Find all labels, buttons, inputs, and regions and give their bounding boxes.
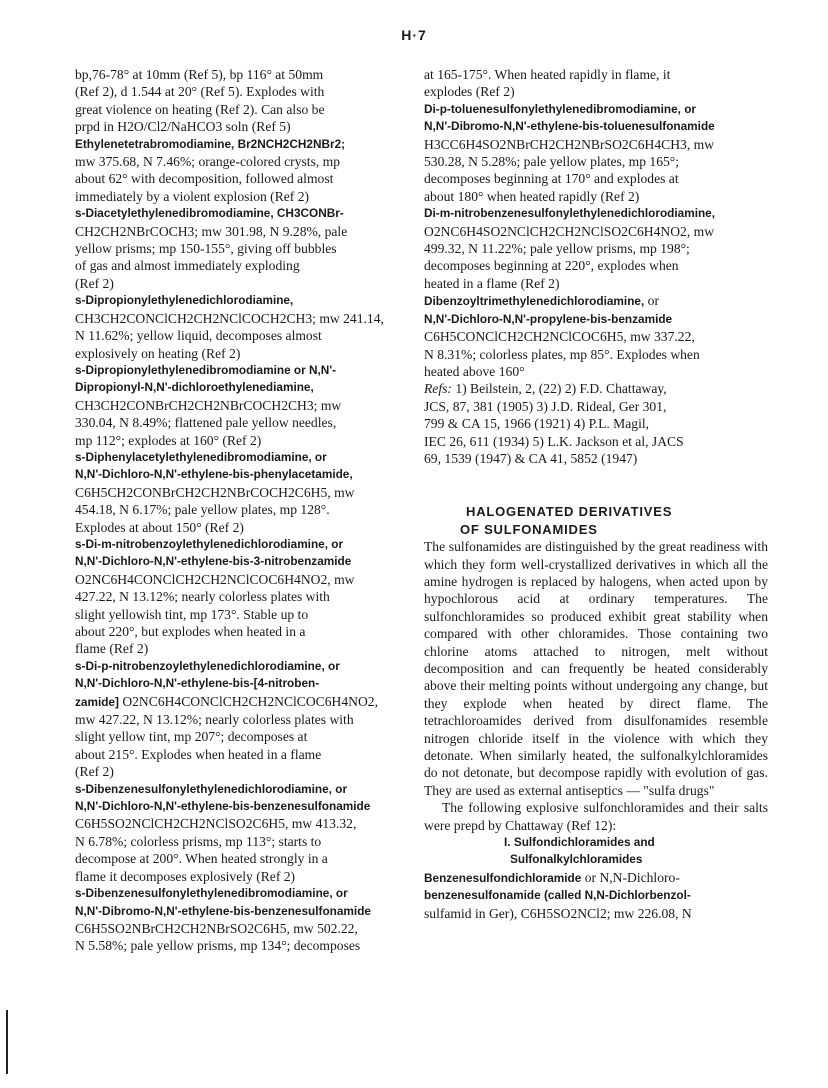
refs-label: Refs: xyxy=(424,381,452,397)
section-title: HALOGENATED DERIVATIVES xyxy=(466,504,673,520)
text-line: bp,76-78° at 10mm (Ref 5), bp 116° at 50mm xyxy=(75,67,324,82)
text-line: at 165-175°. When heated rapidly in flame, it xyxy=(424,67,671,82)
text-line: flame (Ref 2) xyxy=(75,641,149,657)
text-line: N 8.31%; colorless plates, mp 85°. Explodes when xyxy=(424,346,700,362)
text-line: about 215°. Explodes when heated in a flame xyxy=(75,746,322,762)
text-line: C6H5CONClCH2CH2NClCOC6H5, mw 337.22, xyxy=(424,329,695,345)
compound-heading: N,N'-Dichloro-N,N'-propylene-bis-benzamide xyxy=(424,311,673,326)
text-line: (Ref 2), d 1.544 at 20° (Ref 5). Explodes with xyxy=(75,84,325,100)
text-line: decomposes beginning at 170° and explodes at xyxy=(424,171,679,187)
text-line: CH3CH2CONClCH2CH2NClCOCH2CH3; mw 241.14, xyxy=(75,310,384,326)
compound-heading: s-Dipropionylethylenedichlorodiamine, xyxy=(75,293,294,308)
text-line: IEC 26, 611 (1934) 5) L.K. Jackson et al, JACS xyxy=(424,433,684,449)
compound-heading: N,N'-Dichloro-N,N'-ethylene-bis-[4-nitroben- xyxy=(75,676,320,691)
compound-heading: Dipropionyl-N,N'-dichloroethylenediamine, xyxy=(75,380,314,395)
text-line: CH2CH2NBrCOCH3; mw 301.98, N 9.28%, pale xyxy=(75,223,348,239)
text-line: about 62° with decomposition, followed almost xyxy=(75,171,334,187)
text-line: (Ref 2) xyxy=(75,764,114,780)
text-line: N 11.62%; yellow liquid, decomposes almost xyxy=(75,328,322,344)
text-line: heated above 160° xyxy=(424,363,525,379)
text-line: N 5.58%; pale yellow prisms, mp 134°; decomposes xyxy=(75,938,361,954)
compound-heading-line xyxy=(75,693,415,711)
compound-heading: Di-p-toluenesulfonylethylenedibromodiamine, or xyxy=(424,101,697,116)
text-line: JCS, 87, 381 (1905) 3) J.D. Rideal, Ger 301, xyxy=(424,398,667,414)
text-line: O2NC6H4CONClCH2CH2NClCOC6H4NO2, mw xyxy=(75,571,355,587)
text-line: mw 375.68, N 7.46%; orange-colored crysts, mp xyxy=(75,154,341,170)
text-line: 69, 1539 (1947) & CA 41, 5852 (1947) xyxy=(424,450,638,466)
subsection-title: I. Sulfondichloramides and xyxy=(504,835,655,850)
text-line: C6H5CH2CONBrCH2CH2NBrCOCH2C6H5, mw xyxy=(75,484,355,500)
text-line: 330.04, N 8.49%; flattened pale yellow needles, xyxy=(75,415,337,431)
text-line: flame it decomposes explosively (Ref 2) xyxy=(75,868,296,884)
final-entries xyxy=(424,869,768,922)
compound-heading: s-Dibenzenesulfonylethylenedibromodiamine, or xyxy=(75,886,348,901)
compound-heading: s-Di-p-nitrobenzoylethylenedichlorodiamine, or xyxy=(75,658,340,673)
text-line: 530.28, N 5.28%; pale yellow plates, mp 165°; xyxy=(424,154,679,170)
line-text: or N,N-Dichloro- xyxy=(581,869,680,885)
text-line: C6H5SO2NClCH2CH2NClSO2C6H5, mw 413.32, xyxy=(75,816,357,832)
left-column xyxy=(75,66,415,955)
text-line: great violence on heating (Ref 2). Can also be xyxy=(75,101,325,117)
page-header: H·7 xyxy=(401,27,427,43)
text-line: decompose at 200°. When heated strongly in a xyxy=(75,851,328,867)
text-line: sulfamid in Ger), C6H5SO2NCl2; mw 226.08, N xyxy=(424,905,692,921)
text-line: Explodes at about 150° (Ref 2) xyxy=(75,519,244,535)
compound-heading: N,N'-Dibromo-N,N'-ethylene-bis-toluenesulfonamide xyxy=(424,119,715,134)
text-line: 427.22, N 13.12%; nearly colorless plates with xyxy=(75,589,330,605)
compound-name: Dibenzoyltrimethylenedichlorodiamine, xyxy=(424,294,645,309)
references-line xyxy=(424,380,768,397)
section-paragraph: The sulfonamides are distinguished by the great readiness with which they form well-crystallized derivatives in which all the amine hydrogen is replaced by halogens, when acted upon by hypochlorous acid at ordinary temperatures. The sulfonchloramides so produced exhibit great stability when compared with other chloramides. Those containing two chlorine atoms attached to nitrogen, melt without decomposition and can frequently be heated considerably above their melting points without undergoing any change, but they explode when heated by direct flame. The tetrachloroamides derived from disulfonamides resemble nitrogen chloride itself in the violence with which they detonate. When similarly heated, the sulfonalkylchloramides do not detonate, but decompose rapidly with evolution of gas. They are used as external antiseptics — "sulfa drugs" xyxy=(424,539,768,798)
text-line: of gas and almost immediately exploding xyxy=(75,258,300,274)
right-column-entries xyxy=(424,66,768,467)
text-line: mp 112°; explodes at 160° (Ref 2) xyxy=(75,432,262,448)
text-line: explodes (Ref 2) xyxy=(424,84,515,100)
compound-heading-line xyxy=(424,869,768,887)
text-line: mw 427.22, N 13.12%; nearly colorless plates with xyxy=(75,712,354,728)
compound-heading: s-Diacetylethylenedibromodiamine, CH3CONBr- xyxy=(75,206,344,221)
line-text: or xyxy=(644,293,659,309)
text-line: O2NC6H4SO2NClCH2CH2NClSO2C6H4NO2, mw xyxy=(424,223,715,239)
text-line: slight yellow tint, mp 207°; decomposes at xyxy=(75,729,308,745)
margin-rule xyxy=(6,1010,8,1074)
compound-name: zamide] xyxy=(75,694,119,709)
text-line: about 180° when heated rapidly (Ref 2) xyxy=(424,188,640,204)
compound-heading: benzenesulfonamide (called N,N-Dichlorbenzol- xyxy=(424,888,691,903)
compound-name: Benzenesulfondichloramide xyxy=(424,870,582,885)
text-line: heated in a flame (Ref 2) xyxy=(424,275,560,291)
compound-heading: N,N'-Dichloro-N,N'-ethylene-bis-phenylacetamide, xyxy=(75,467,353,482)
compound-heading: N,N'-Dichloro-N,N'-ethylene-bis-benzenesulfonamide xyxy=(75,799,371,814)
text-line: 499.32, N 11.22%; pale yellow prisms, mp 198°; xyxy=(424,241,690,257)
text-line: prpd in H2O/Cl2/NaHCO3 soln (Ref 5) xyxy=(75,119,291,135)
text-line: (Ref 2) xyxy=(75,275,114,291)
compound-heading: s-Dibenzenesulfonylethylenedichlorodiamine, or xyxy=(75,781,348,796)
text-line: C6H5SO2NBrCH2CH2NBrSO2C6H5, mw 502.22, xyxy=(75,920,358,936)
text-line: 799 & CA 15, 1966 (1921) 4) P.L. Magil, xyxy=(424,416,650,432)
text-line: about 220°, but explodes when heated in a xyxy=(75,624,306,639)
section-paragraph-2: The following explosive sulfonchloramides and their salts were prepd by Chattaway (Ref 12): xyxy=(424,800,768,833)
compound-heading: s-Diphenylacetylethylenedibromodiamine, or xyxy=(75,449,327,464)
text-line: explosively on heating (Ref 2) xyxy=(75,345,241,361)
compound-heading: N,N'-Dibromo-N,N'-ethylene-bis-benzenesulfonamide xyxy=(75,903,371,918)
text-line: immediately by a violent explosion (Ref 2) xyxy=(75,188,310,204)
text-line: yellow prisms; mp 150-155°, giving off bubbles xyxy=(75,241,337,257)
text-line: slight yellowish tint, mp 173°. Stable up to xyxy=(75,606,309,622)
text-line: 454.18, N 6.17%; pale yellow plates, mp 128°. xyxy=(75,502,330,518)
text-line: CH3CH2CONBrCH2CH2NBrCOCH2CH3; mw xyxy=(75,397,342,413)
text-line: N 6.78%; colorless prisms, mp 113°; starts to xyxy=(75,833,322,849)
compound-heading: s-Di-m-nitrobenzoylethylenedichlorodiamine, or xyxy=(75,536,344,551)
line-text: O2NC6H4CONClCH2CH2NClCOC6H4NO2, xyxy=(118,693,378,709)
compound-heading: N,N'-Dichloro-N,N'-ethylene-bis-3-nitrobenzamide xyxy=(75,554,352,569)
compound-heading-line xyxy=(424,292,768,310)
compound-heading: s-Dipropionylethylenedibromodiamine or N,N'- xyxy=(75,362,337,377)
text-line: decomposes beginning at 220°, explodes when xyxy=(424,258,679,274)
text-line: H3CC6H4SO2NBrCH2CH2NBrSO2C6H4CH3, mw xyxy=(424,136,715,152)
section-subtitle: OF SULFONAMIDES xyxy=(460,521,598,537)
line-text: 1) Beilstein, 2, (22) 2) F.D. Chattaway, xyxy=(451,381,667,397)
right-column xyxy=(424,66,768,922)
compound-heading: Di-m-nitrobenzenesulfonylethylenedichlorodiamine, xyxy=(424,206,716,221)
subsection-subtitle: Sulfonalkylchloramides xyxy=(510,852,643,867)
compound-heading: Ethylenetetrabromodiamine, Br2NCH2CH2NBr2; xyxy=(75,136,346,151)
